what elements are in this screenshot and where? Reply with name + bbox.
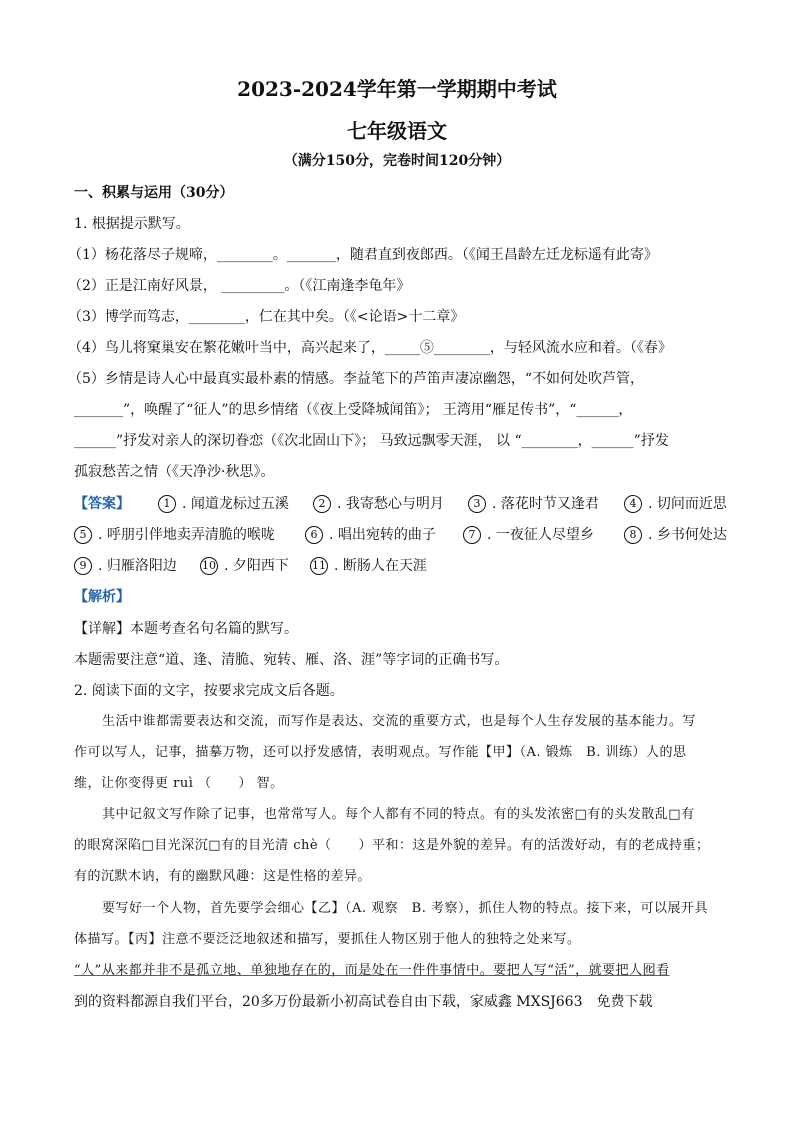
passage-p1-line-1: 生活中谁都需要表达和交流，而写作是表达、交流的重要方式，也是每个人生存发展的基本能力。写 [102, 714, 697, 729]
section-heading: 一、积累与运用（30分） [74, 185, 234, 201]
watermark-footer: 到的资料都源自我们平台，20多万份最新小初高试卷自由下载，家威鑫 MXSJ663 免费下载 [74, 994, 653, 1010]
q1-line-1: （1）杨花落尽子规啼，________。_______，随君直到夜郎西。（《闻王昌龄左迁龙标遥有此寄》 [68, 247, 658, 263]
exam-subject: 七年级语文 [347, 119, 447, 143]
answer-item-4: 4 . 切问而近思 [624, 494, 727, 514]
passage-p2-line-1: 其中记叙文写作除了记事，也常常写人。每个人都有不同的特点。有的头发浓密□有的头发散乱□有 [102, 807, 695, 822]
answer-item-6: 6 . 唱出宛转的曲子 [305, 525, 436, 545]
answer-label: 【答案】 [74, 496, 130, 512]
q1-line-2: （2）正是江南好风景， _________。（《江南逢李龟年》 [68, 278, 411, 294]
q1-line-8: 孤寂愁苦之情（《天净沙·秋思》。 [74, 464, 275, 480]
detail-line-2: 本题需要注意“道、逢、清脆、宛转、雁、洛、涯”等字词的正确书写。 [74, 652, 509, 668]
answer-item-10: 10 . 夕阳西下 [202, 558, 289, 574]
analysis-label: 【解析】 [74, 589, 130, 605]
answer-item-11: 11 . 断肠人在天涯 [312, 558, 427, 574]
q1-line-5: （5）乡情是诗人心中最真实最朴素的情感。李益笔下的芦笛声凄凉幽怨，“不如何处吹芦管， [68, 371, 645, 387]
answer-item-2: 2 . 我寄愁心与明月 [313, 494, 444, 514]
answer-item-9: 9 . 归雁洛阳边 [74, 556, 177, 576]
passage-p1-line-2: 作可以写人，记事，描摹万物，还可以抒发感情，表明观点。写作能【甲】（A. 锻炼 B. 训练）人的思 [74, 745, 687, 760]
answer-item-3: 3 . 落花时节又逢君 [468, 494, 599, 514]
question-1-stem: 1. 根据提示默写。 [74, 216, 190, 232]
detail-line: 【详解】本题考查名句名篇的默写。 [74, 621, 298, 637]
passage-p2-line-3: 有的沉默木讷，有的幽默风趣：这是性格的差异。 [74, 869, 372, 884]
exam-info: （满分150分，完卷时间120分钟） [283, 153, 511, 169]
answer-item-7: 7 . 一夜征人尽望乡 [463, 525, 594, 545]
answer-item-8: 8 . 乡书何处达 [624, 525, 727, 545]
q1-line-6: _______”，唤醒了“征人”的思乡情绪（《夜上受降城闻笛》； 王湾用“雁足传书”，“______， [74, 402, 633, 418]
q1-line-4: （4）鸟儿将窠巢安在繁花嫩叶当中，高兴起来了，_____⑤________，与轻风流水应和着。（《春》 [68, 340, 672, 356]
passage-p4-line-1: “人”从来都并非不是孤立地、单独地存在的，而是处在一件件事情中。要把人写“活”，就要把人囮看 [74, 963, 670, 978]
passage-p3-line-1: 要写好一个人物，首先要学会细心【乙】（A. 观察 B. 考察），抓住人物的特点。接下来，可以展开具 [102, 901, 708, 916]
exam-title: 2023-2024学年第一学期期中考试 [237, 77, 557, 101]
answer-item-1: 1 . 闻道龙标过五溪 [158, 494, 289, 514]
answer-item-5: 5 . 呼朋引伴地卖弄清脆的喉咙 [74, 525, 275, 545]
question-2-stem: 2. 阅读下面的文字，按要求完成文后各题。 [74, 683, 344, 699]
passage-p1-line-3: 维，让你变得更 ruì （ ） 智。 [74, 776, 284, 791]
q1-line-3: （3）博学而笃志，________，仁在其中矣。（《<论语>十二章》 [68, 309, 465, 325]
q1-line-7: ______”抒发对亲人的深切眷恋（《次北固山下》； 马致远飘零天涯， 以 “________，______”抒发 [74, 433, 669, 449]
passage-p3-line-2: 体描写。【丙】注意不要泛泛地叙述和描写，要抓住人物区别于他人的独特之处来写。 [74, 932, 581, 947]
passage-p2-line-2: 的眼窝深陷□目光深沉□有的目光清 chè（ ）平和：这是外貌的差异。有的活泼好动，有的老成持重； [74, 838, 710, 853]
